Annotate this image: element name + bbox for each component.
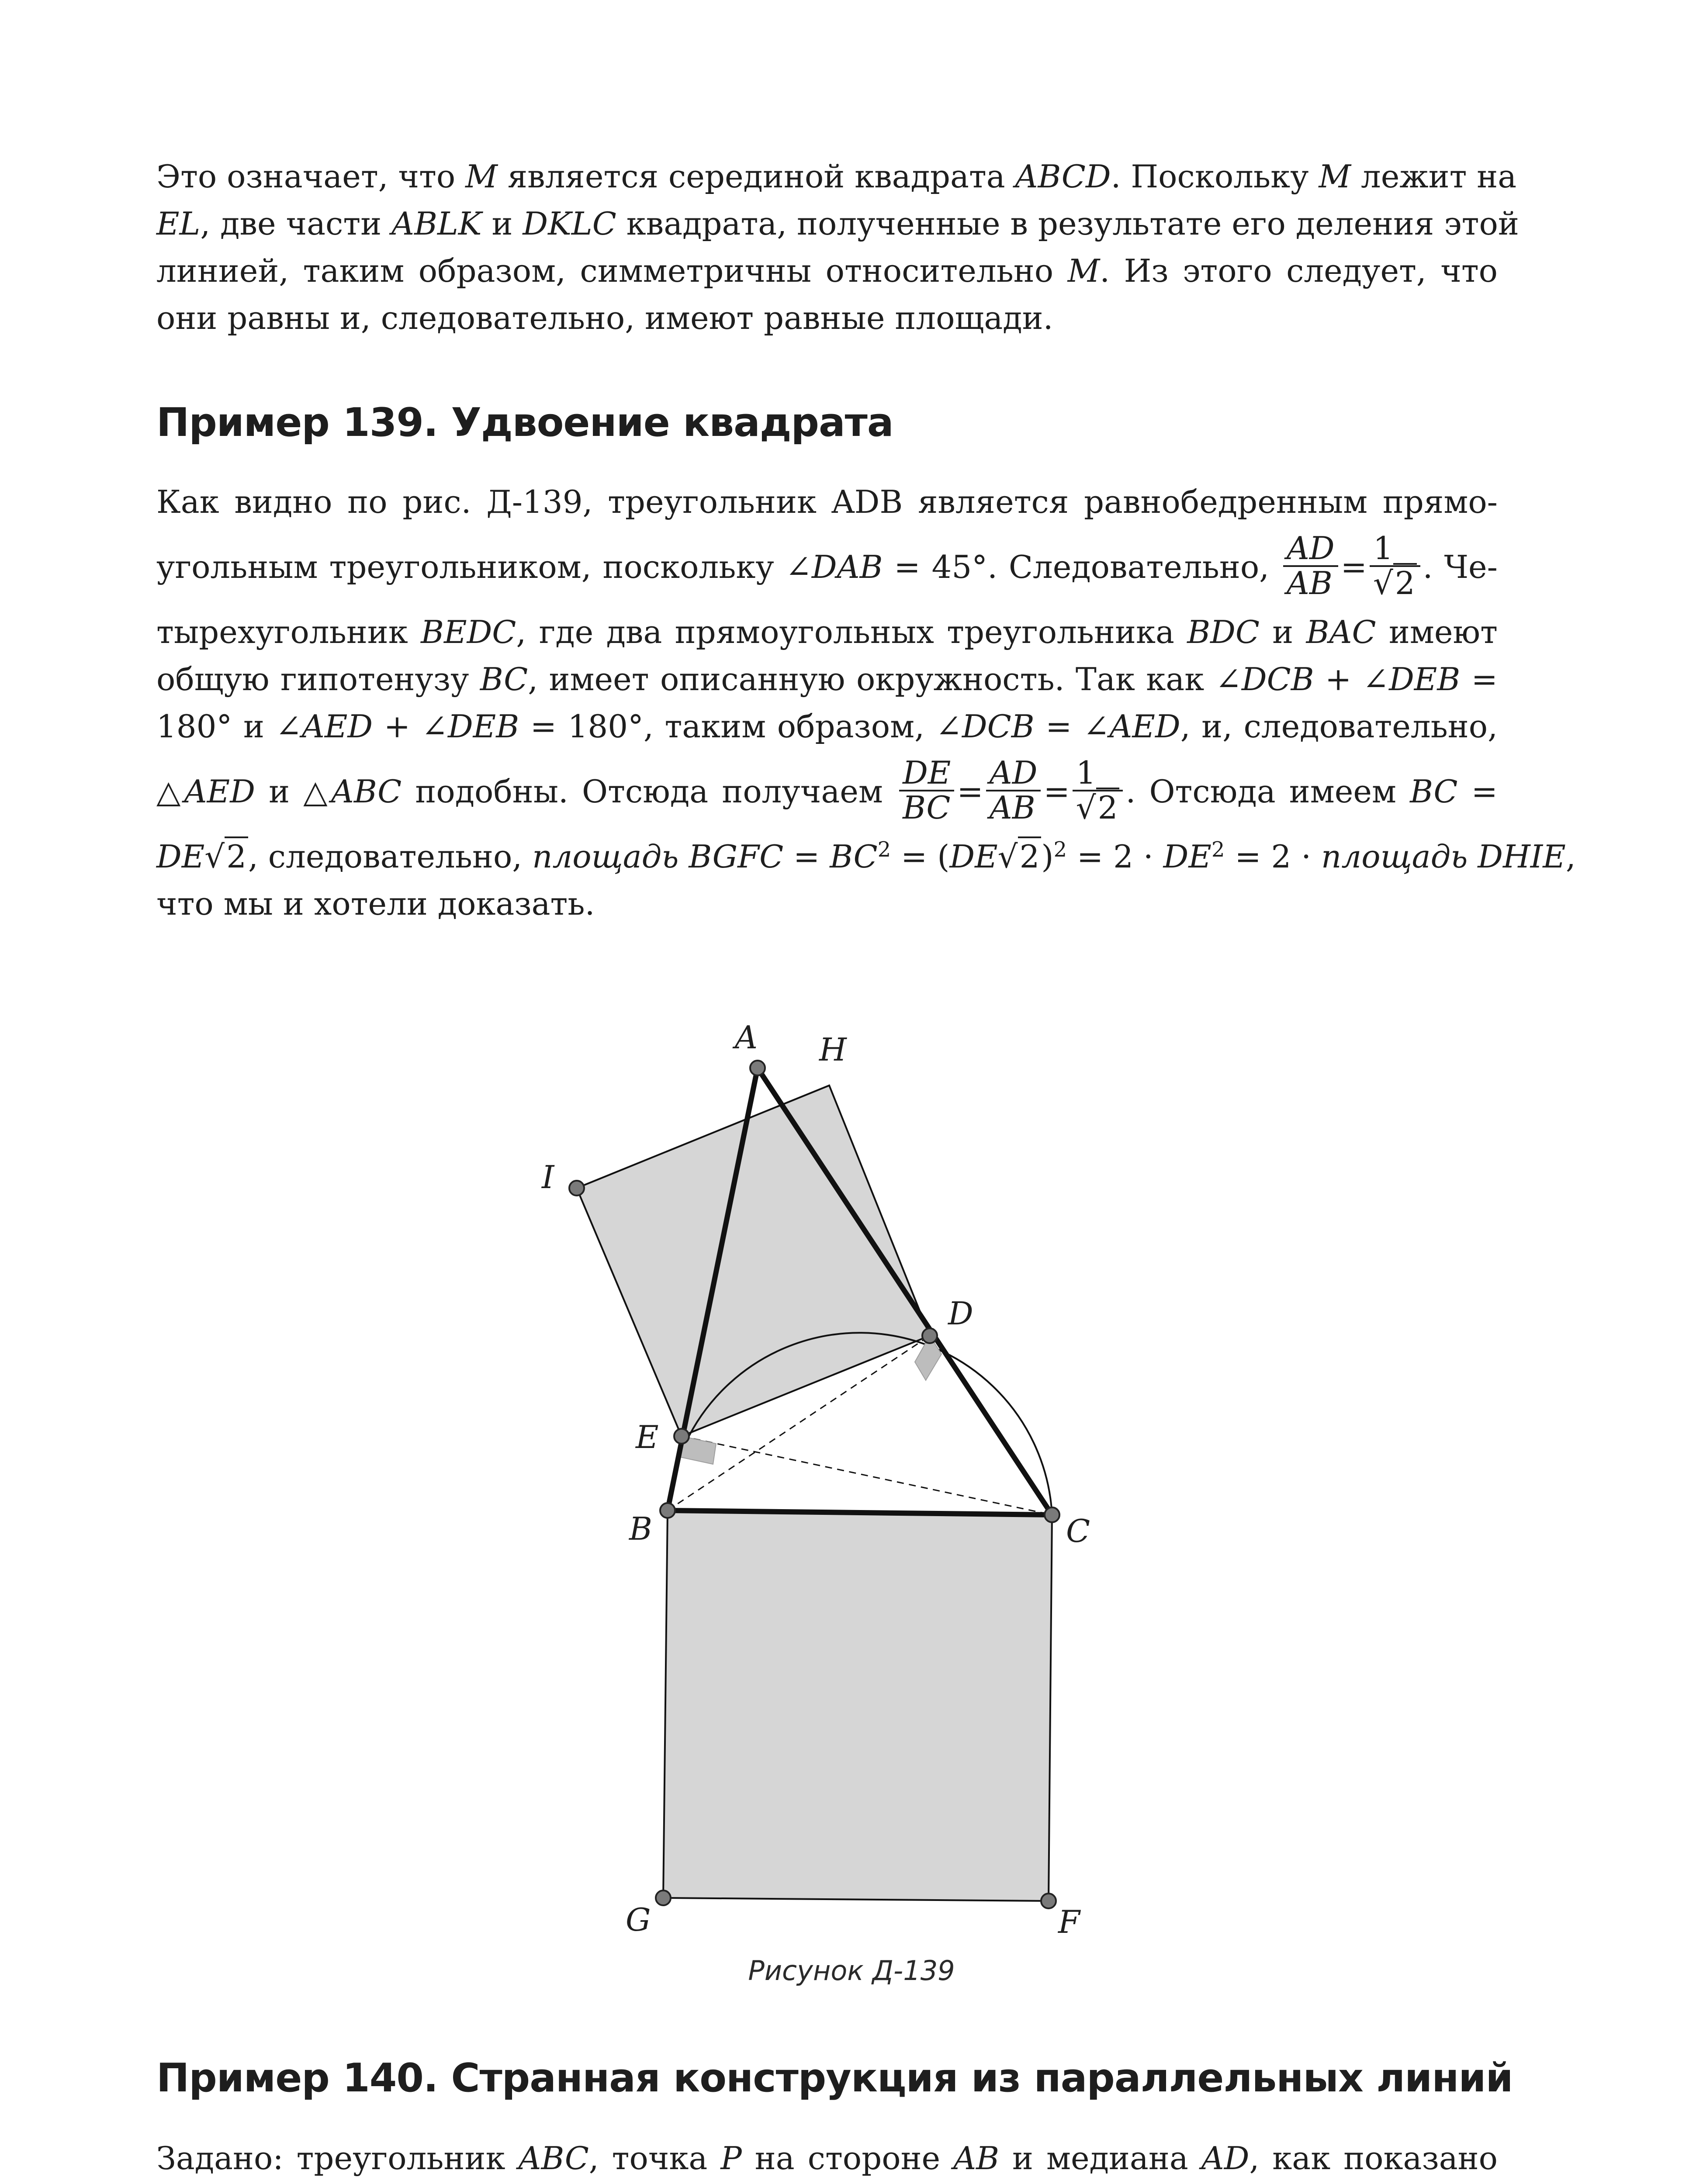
fraction: $\frac{1}{√2}$ [1073, 757, 1123, 824]
point-a [750, 1061, 765, 1075]
text-line: Это означает, что M является серединой квадрата ABCD. Поскольку M лежит на [156, 158, 1517, 195]
dashed-line-ec [682, 1436, 1052, 1515]
label-b: B [629, 1510, 652, 1547]
label-f: F [1058, 1904, 1080, 1940]
text-line: тырехугольник BEDC, где два прямоугольных треугольника BDC и BAC имеют [156, 614, 1498, 650]
text-line: △AED и △ABC подобны. Отсюда получаем $\frac{DE}{BC}$ = $\frac{AD}{AB}$ = $\frac{1}{√2}$ . Отсюда имеем BC = [156, 754, 1498, 826]
label-d: D [948, 1295, 973, 1332]
paragraph-example-140 [156, 2135, 1498, 2184]
fraction: $\frac{1}{√2}$ [1370, 532, 1420, 600]
label-i: I [542, 1159, 554, 1196]
square-dhie [577, 1085, 930, 1436]
point-b [660, 1503, 675, 1518]
figure-caption: Рисунок Д-139 [748, 1955, 955, 1987]
point-c [1045, 1507, 1059, 1522]
point-d [922, 1328, 937, 1343]
text-line: EL, две части ABLK и DKLC квадрата, полученные в результате его деления этой [156, 205, 1519, 242]
square-bgfc [663, 1510, 1052, 1901]
text-line: DE√2, следовательно, площадь BGFC = $BC^2 = (DE√2)^2 = 2 \cdot DE^2 = 2$ · площадь DHIE, [156, 837, 1576, 875]
text-line: 180° и ∠AED + ∠DEB = 180°, таким образом, ∠DCB = ∠AED, и, следовательно, [156, 708, 1498, 745]
label-g: G [626, 1901, 651, 1938]
section-heading: Пример 140. Странная конструкция из параллельных линий [156, 2055, 1513, 2101]
fraction: $\frac{DE}{BC}$ [899, 757, 954, 824]
text-line: Задано: треугольник ABC, точка P на стороне AB и медиана AD, как показано [156, 2140, 1498, 2177]
point-e [674, 1429, 689, 1444]
point-g [656, 1890, 671, 1905]
text-line: линией, таким образом, симметричны относительно M. Из этого следует, что [156, 252, 1498, 289]
text-line: Как видно по рис. Д-139, треугольник ADB является равнобедренным прямо- [156, 484, 1498, 520]
label-e: E [636, 1419, 659, 1455]
label-h: H [819, 1031, 847, 1068]
text-line [156, 2182, 1498, 2184]
text-line: угольным треугольником, поскольку ∠DAB = 45°. Следовательно, $\frac{AD}{AB}$ = $\frac{1}{√2}$ . Че- [156, 530, 1498, 601]
text-line: общую гипотенузу BC, имеет описанную окружность. Так как ∠DCB + ∠DEB = [156, 661, 1498, 698]
text-line: они равны и, следовательно, имеют равные площади. [156, 300, 1053, 336]
point-f [1041, 1894, 1056, 1908]
point-i [569, 1181, 584, 1196]
section-heading: Пример 139. Удвоение квадрата [156, 400, 893, 446]
text-line: что мы и хотели доказать. [156, 885, 595, 922]
label-a: A [735, 1019, 758, 1056]
label-c: C [1066, 1513, 1090, 1549]
fraction: $\frac{AD}{AB}$ [986, 757, 1041, 824]
fraction: $\frac{AD}{AB}$ [1283, 532, 1338, 600]
